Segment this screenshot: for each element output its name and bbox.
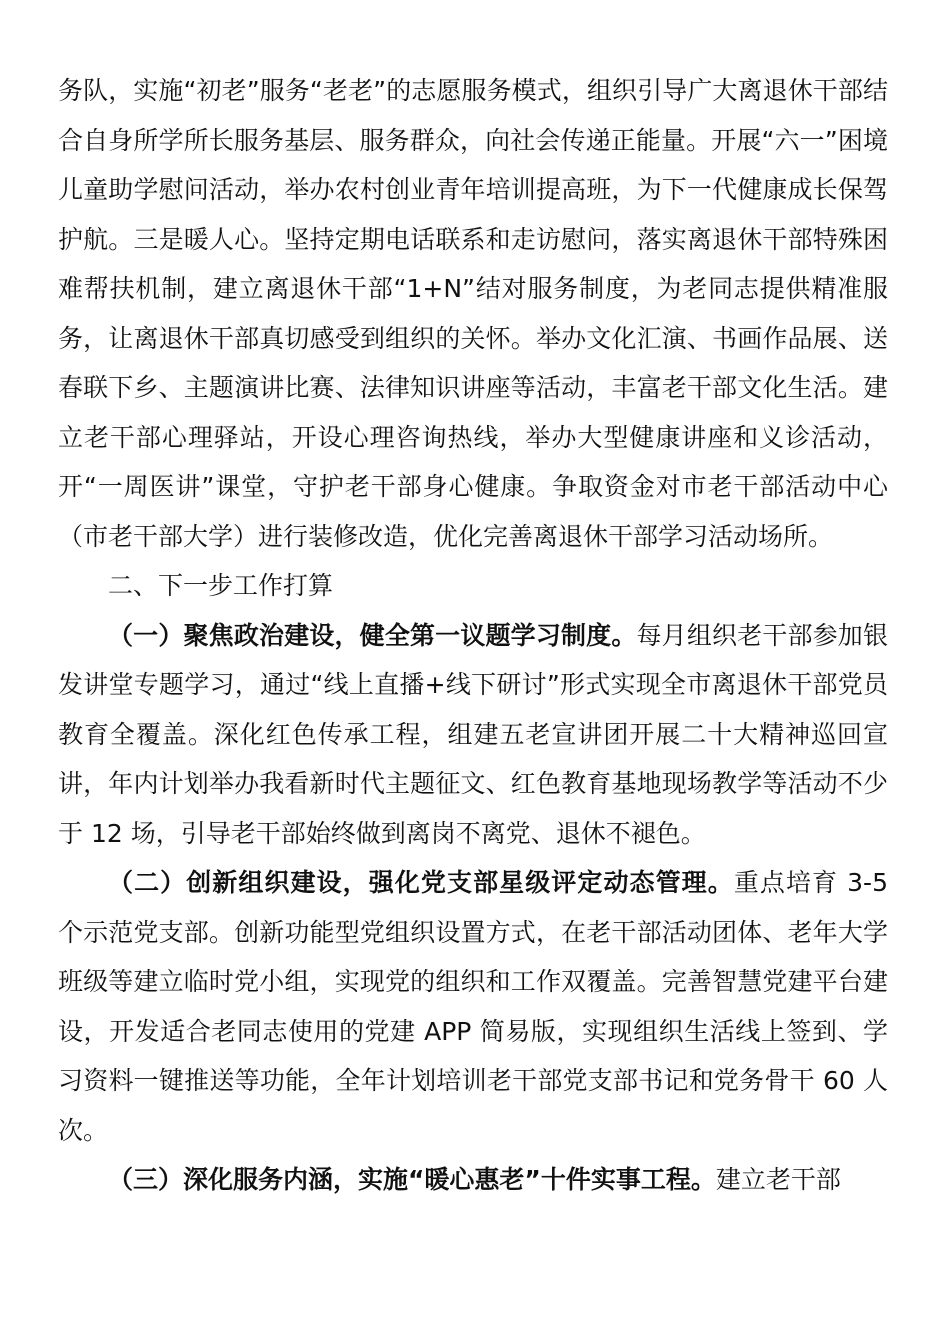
item-paragraph-1 [58, 611, 888, 859]
item-body-3: 建立老干部 [715, 1165, 841, 1194]
document-page [58, 66, 888, 1205]
section-heading: 二、下一步工作打算 [108, 571, 334, 600]
item-title-3: （三）深化服务内涵，实施“暖心惠老”十件实事工程。 [108, 1165, 716, 1194]
item-title-2: （二）创新组织建设，强化党支部星级评定动态管理。 [108, 868, 734, 897]
item-body-2: 重点培育 3-5 个示范党支部。创新功能型党组织设置方式，在老干部活动团体、老年大学班级等建立临时党小组，实现党的组织和工作双覆盖。完善智慧党建平台建设，开发适合老同志使用的党建 APP 简易版，实现组织生活线上签到、学习资料一键推送等功能，全年计划培训老干部党支部书记和党务骨干 60 人次。 [58, 868, 888, 1145]
item-paragraph-3 [58, 1155, 888, 1205]
item-body-1: 每月组织老干部参加银发讲堂专题学习，通过“线上直播+线下研讨”形式实现全市离退休干部党员教育全覆盖。深化红色传承工程，组建五老宣讲团开展二十大精神巡回宣讲，年内计划举办我看新时代主题征文、红色教育基地现场教学等活动不少于 12 场，引导老干部始终做到离岗不离党、退休不褪色。 [58, 620, 888, 848]
item-paragraph-2 [58, 858, 888, 1155]
item-title-1: （一）聚焦政治建设，健全第一议题学习制度。 [108, 620, 637, 650]
paragraph-continuation: 务队，实施“初老”服务“老老”的志愿服务模式，组织引导广大离退休干部结合自身所学所长服务基层、服务群众，向社会传递正能量。开展“六一”困境儿童助学慰问活动，举办农村创业青年培训提高班，为下一代健康成长保驾护航。三是暖人心。坚持定期电话联系和走访慰问，落实离退休干部特殊困难帮扶机制，建立离退休干部“1+N”结对服务制度，为老同志提供精准服务，让离退休干部真切感受到组织的关怀。举办文化汇演、书画作品展、送春联下乡、主题演讲比赛、法律知识讲座等活动，丰富老干部文化生活。建立老干部心理驿站，开设心理咨询热线，举办大型健康讲座和义诊活动，开“一周医讲”课堂，守护老干部身心健康。争取资金对市老干部活动中心（市老干部大学）进行装修改造，优化完善离退休干部学习活动场所。 [58, 76, 888, 551]
